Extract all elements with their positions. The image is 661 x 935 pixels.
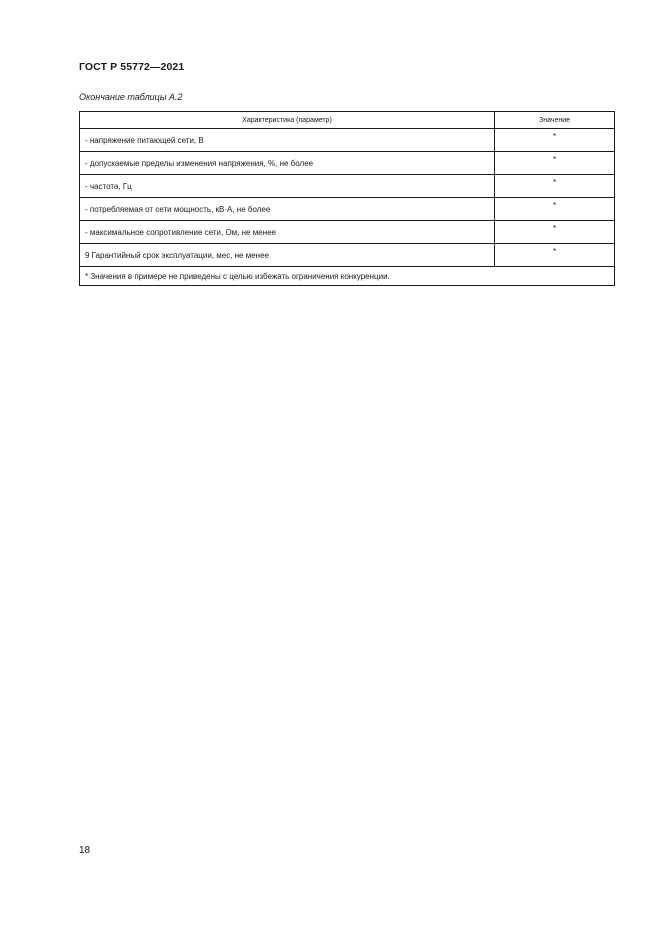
value-cell: * <box>495 221 615 244</box>
table-row <box>80 244 615 267</box>
value-cell: * <box>495 198 615 221</box>
page-number: 18 <box>79 845 91 856</box>
value-cell: * <box>495 129 615 152</box>
parameter-cell: - потребляемая от сети мощность, кВ·А, не более <box>80 198 495 221</box>
table-row <box>80 129 615 152</box>
spec-table <box>79 111 615 286</box>
table-caption: Окончание таблицы А.2 <box>79 92 183 102</box>
parameter-cell: - максимальное сопротивление сети, Ом, не менее <box>80 221 495 244</box>
value-cell: * <box>495 244 615 267</box>
parameter-cell: - допускаемые пределы изменения напряжения, %, не более <box>80 152 495 175</box>
column-header-parameter: Характеристика (параметр) <box>80 112 495 129</box>
table-row <box>80 221 615 244</box>
table-footnote: * Значения в примере не приведены с целью избежать ограничения конкуренции. <box>80 267 615 286</box>
table-row <box>80 175 615 198</box>
table-header-row <box>80 112 615 129</box>
table-footnote-row <box>80 267 615 286</box>
value-cell: * <box>495 175 615 198</box>
parameter-cell: - напряжение питающей сети, В <box>80 129 495 152</box>
table-row <box>80 198 615 221</box>
column-header-value: Значение <box>495 112 615 129</box>
parameter-cell: - частота, Гц <box>80 175 495 198</box>
table-row <box>80 152 615 175</box>
value-cell: * <box>495 152 615 175</box>
document-code: ГОСТ Р 55772—2021 <box>79 61 185 73</box>
parameter-cell: 9 Гарантийный срок эксплуатации, мес, не менее <box>80 244 495 267</box>
